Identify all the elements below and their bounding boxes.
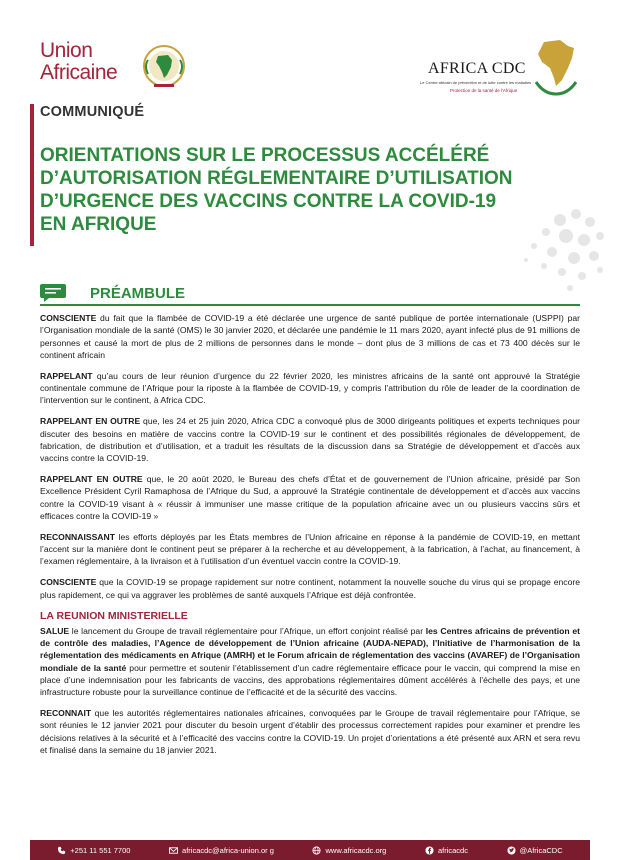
footer-website[interactable]: www.africacdc.org — [312, 846, 386, 855]
section-heading: LA REUNION MINISTERIELLE — [40, 609, 188, 622]
au-emblem-icon — [140, 42, 188, 90]
footer-twitter[interactable]: @AfricaCDC — [507, 846, 563, 855]
au-logo-text: Union Africaine — [40, 39, 118, 84]
communique-label: COMMUNIQUÉ — [40, 104, 145, 120]
header — [0, 0, 618, 100]
phone-icon — [57, 846, 66, 855]
cdc-tagline: Protection de la santé de l'Afrique — [450, 88, 518, 93]
african-union-logo — [40, 40, 190, 100]
paragraph: RAPPELANT qu’au cours de leur réunion d’urgence du 22 février 2020, les ministres africains de la santé ont approuvé la Stratégie continentale commune de l’Afrique pour la riposte à la flambée de COVID-19, y compris l’attribution du rôle de leader de la coordination de l’intervention sur le continent, à Africa CDC. — [40, 370, 580, 406]
preamble-label: PRÉAMBULE — [90, 285, 186, 302]
footer — [30, 840, 590, 860]
africa-map-icon — [530, 38, 582, 98]
paragraph: RAPPELANT EN OUTRE que, le 20 août 2020, le Bureau des chefs d’État et de gouvernement de l’Union africaine, présidé par Son Excellence Président Cyril Ramaphosa de l’Afrique du Sud, a approuvé la Stratégie continentale de développement et d’accès aux vaccins contre la COVID-19 visant à « réussir à immuniser une masse critique de la population africaine avec un ou plusieurs vaccins sûrs et efficaces contre la COVID-19 » — [40, 474, 580, 521]
cdc-title: AFRICA CDC — [428, 60, 526, 77]
title-accent-bar — [30, 104, 34, 246]
facebook-icon — [425, 846, 434, 855]
speech-bubble-icon — [40, 284, 66, 302]
preamble-divider — [40, 304, 580, 306]
envelope-icon — [169, 846, 178, 855]
paragraph: RAPPELANT EN OUTRE que, les 24 et 25 juin 2020, Africa CDC a convoqué plus de 3000 dirigeants politiques et experts techniques pour discuter des besoins en matière de vaccins contre la COVID-19 sur le continent et des possibilités régionales de développement, de fabrication, de distribution et d’utilisation, et a traduit les résultats de la discussion dans sa Stratégie de développement et d’accès aux vaccins contre la COVID-19. — [40, 416, 581, 464]
preamble-header — [40, 282, 580, 306]
globe-icon — [312, 846, 321, 855]
footer-phone: +251 11 551 7700 — [57, 846, 130, 855]
footer-email[interactable]: africacdc@africa-union.or g — [169, 846, 274, 855]
twitter-icon — [507, 846, 516, 855]
paragraph: CONSCIENTE que la COVID-19 se propage rapidement sur notre continent, notamment la nouvelle souche du virus qui se propage encore plus rapidement, ce qui va aggraver les problèmes de santé auxquels l’Afrique est déjà confrontée. — [40, 577, 580, 600]
cdc-subtitle: Le Centre africain de prévention et de lutte contre les maladies — [420, 80, 532, 85]
footer-facebook[interactable]: africacdc — [425, 846, 468, 855]
page-title: ORIENTATIONS SUR LE PROCESSUS ACCÉLÉRÉ D’AUTORISATION RÉGLEMENTAIRE D’UTILISATION D’URGENCE DES VACCINS CONTRE LA COVID-19 EN AFRIQUE — [40, 145, 513, 235]
paragraph: RECONNAISSANT les efforts déployés par les États membres de l’Union africaine en réponse à la pandémie de COVID-19, en mettant l’accent sur la manière dont le continent peut se préparer à la recherche et au développement, à la fabrication, à l’achat, au financement, à l’examen réglementaire, à la livraison et à l’utilisation d’un éventuel vaccin contre la COVID-19. — [40, 531, 580, 567]
paragraph: RECONNAIT que les autorités réglementaires nationales africaines, convoquées par le Groupe de travail réglementaire pour l’Afrique, se sont réunies le 12 janvier 2021 pour discuter du besoin urgent d’établir des processus correctement rapides pour examiner et prendre les décisions relatives à la sécurité et à l’efficacité des vaccins contre la COVID-19. Un projet d’orientations a été présenté aux ARN et sera revu et finalisé dans la semaine du 18 janvier 2021. — [40, 708, 580, 756]
paragraph: CONSCIENTE du fait que la flambée de COVID-19 a été déclarée une urgence de santé publique de portée internationale (USPPI) par l’Organisation mondiale de la santé (OMS) le 30 janvier 2020, et déclarée une pandémie le 11 mars 2020, ayant infecté plus de 91 millions de personnes et causé la mort de plus de 2 millions de personnes dans le monde – dont plus de 3 millions de cas et 73 400 décès sur le continent africain — [40, 313, 580, 360]
body-text — [40, 312, 580, 765]
paragraph: SALUE le lancement du Groupe de travail réglementaire pour l’Afrique, un effort conjoint réalisé par les Centres africains de prévention et de contrôle des maladies, l’Agence de développement de l’Union africaine (AUDA-NEPAD), l’Initiative de l’harmonisation de la réglementation des médicaments en Afrique (AMRH) et le Forum africain de réglementation des vaccins (AVAREF) de l’Organisation mondiale de la santé pour permettre et soutenir l’établissement d’un cadre réglementaire efficace pour le vaccin, qui comprend la mise en place d’une indemnisation pour les fabricants de vaccins, des approbations réglementaires dûment accélérés à l’échelle des pays, et une infrastructure robuste pour la surveillance continue de l’efficacité et de la sécurité des vaccins. — [40, 625, 580, 698]
africa-cdc-logo — [420, 38, 590, 100]
